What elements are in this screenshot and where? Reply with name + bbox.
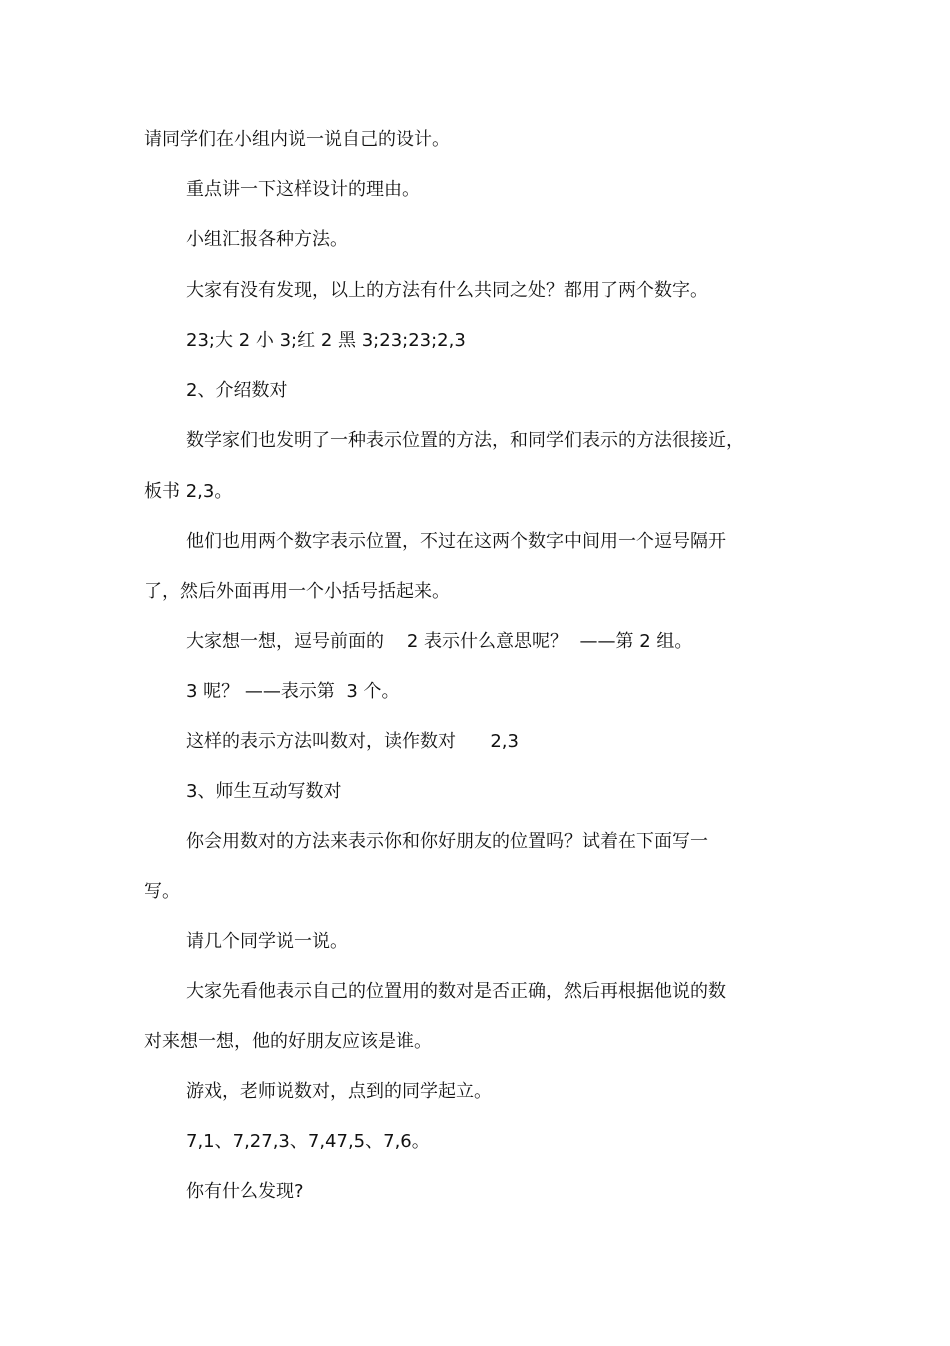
text-line: 大家先看他表示自己的位置用的数对是否正确，然后再根据他说的数 bbox=[186, 981, 726, 1002]
section-heading: 3、师生互动写数对 bbox=[186, 781, 342, 802]
text-line: 请同学们在小组内说一说自己的设计。 bbox=[144, 129, 450, 150]
text-line: 3 呢？ ——表示第 3 个。 bbox=[186, 681, 400, 702]
text-line: 你有什么发现? bbox=[186, 1181, 304, 1202]
text-line: 数学家们也发明了一种表示位置的方法，和同学们表示的方法很接近， bbox=[186, 430, 744, 451]
text-line: 23;大 2 小 3;红 2 黑 3;23;23;2,3 bbox=[186, 330, 466, 351]
text-line: 7,1、7,27,3、7,47,5、7,6。 bbox=[186, 1131, 430, 1152]
text-line: 这样的表示方法叫数对，读作数对 2,3 bbox=[186, 731, 519, 752]
text-line: 重点讲一下这样设计的理由。 bbox=[186, 179, 420, 200]
section-heading: 2、介绍数对 bbox=[186, 380, 288, 401]
text-line: 对来想一想，他的好朋友应该是谁。 bbox=[144, 1031, 432, 1052]
text-line: 大家有没有发现，以上的方法有什么共同之处？都用了两个数字。 bbox=[186, 280, 708, 301]
text-line: 了，然后外面再用一个小括号括起来。 bbox=[144, 581, 450, 602]
text-line: 写。 bbox=[144, 881, 180, 902]
text-line: 游戏，老师说数对，点到的同学起立。 bbox=[186, 1081, 492, 1102]
text-line: 大家想一想，逗号前面的 2 表示什么意思呢？ ——第 2 组。 bbox=[186, 631, 693, 652]
text-line: 板书 2,3。 bbox=[144, 481, 233, 502]
text-line: 小组汇报各种方法。 bbox=[186, 229, 348, 250]
text-line: 你会用数对的方法来表示你和你好朋友的位置吗？试着在下面写一 bbox=[186, 831, 708, 852]
text-line: 请几个同学说一说。 bbox=[186, 931, 348, 952]
text-line: 他们也用两个数字表示位置，不过在这两个数字中间用一个逗号隔开 bbox=[186, 531, 726, 552]
